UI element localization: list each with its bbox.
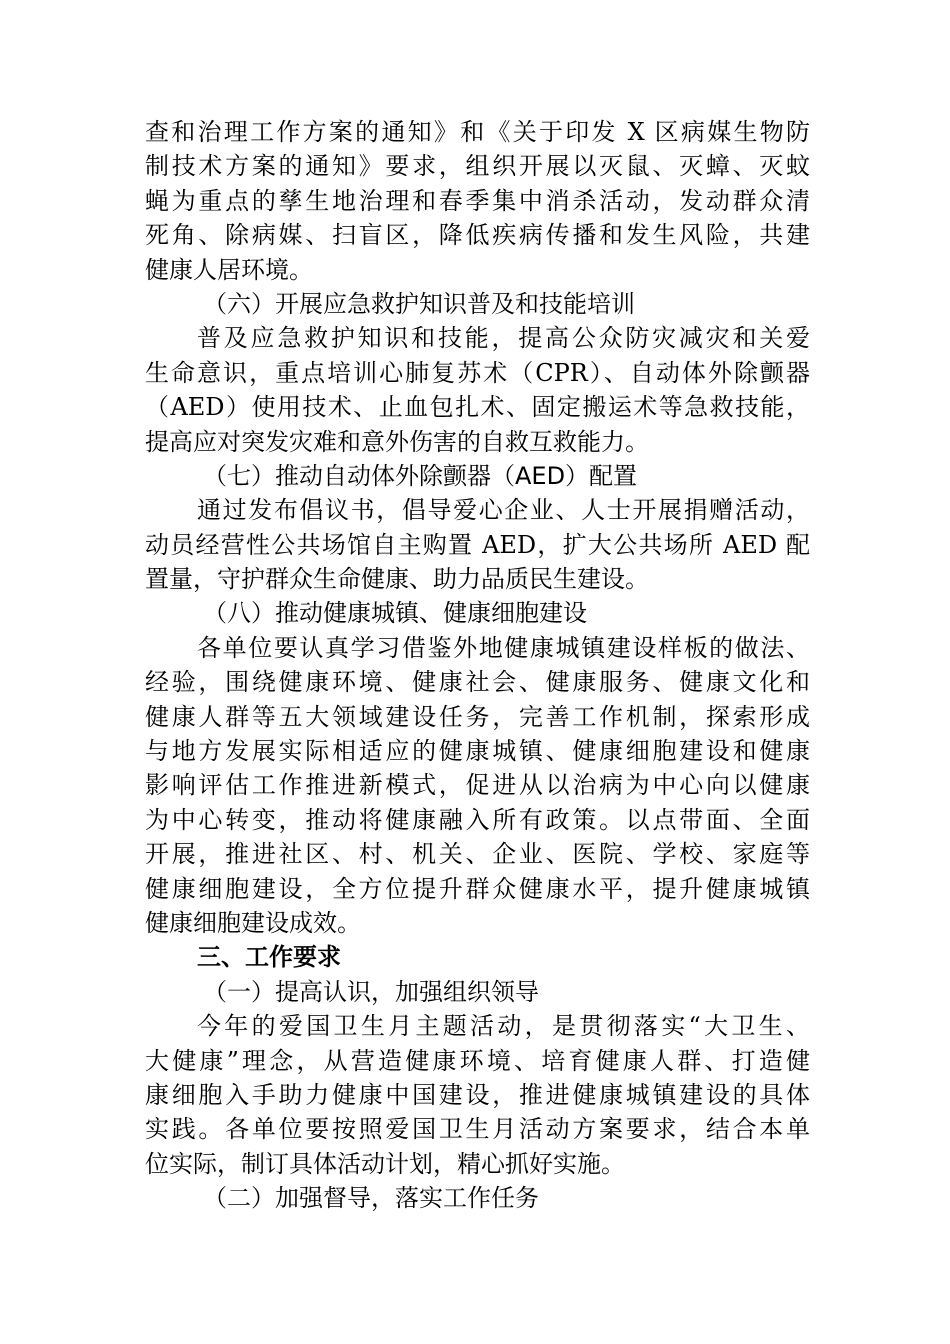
document-body	[145, 115, 810, 1216]
paragraph-line: 提高应对突发灾难和意外伤害的自救互救能力。	[145, 427, 649, 456]
paragraph-line: 死角、除病媒、扫盲区，降低疾病传播和发生风险，共建	[145, 221, 810, 250]
paragraph-line: 健康人群等五大领域建设任务，完善工作机制，探索形成	[145, 702, 810, 731]
paragraph-line: 普及应急救护知识和技能，提高公众防灾减灾和关爱	[197, 324, 810, 353]
paragraph-line: 查和治理工作方案的通知》和《关于印发 X 区病媒生物防	[145, 118, 810, 146]
paragraph-line: 经验，围绕健康环境、健康社会、健康服务、健康文化和	[145, 668, 810, 697]
paragraph-line: 置量，守护群众生命健康、助力品质民生建设。	[145, 565, 649, 594]
paragraph-line: 制技术方案的通知》要求，组织开展以灭鼠、灭蟑、灭蚊	[145, 152, 810, 181]
paragraph-line: 大健康”理念，从营造健康环境、培育健康人群、打造健	[145, 1046, 810, 1075]
paragraph-line: 健康人居环境。	[145, 255, 313, 284]
paragraph-line: 康细胞入手助力健康中国建设，推进健康城镇建设的具体	[145, 1080, 810, 1109]
section-heading-1: （一）提高认识，加强组织领导	[203, 977, 539, 1006]
paragraph-line: 实践。各单位要按照爱国卫生月活动方案要求，结合本单	[145, 1115, 810, 1144]
section-heading-7: （七）推动自动体外除颤器（AED）配置	[203, 461, 638, 490]
paragraph-line: 与地方发展实际相适应的健康城镇、健康细胞建设和健康	[145, 737, 810, 766]
paragraph-line: 健康细胞建设成效。	[145, 908, 361, 937]
paragraph-line: 位实际，制订具体活动计划，精心抓好实施。	[145, 1149, 625, 1178]
paragraph-line: 影响评估工作推进新模式，促进从以治病为中心向以健康	[145, 771, 810, 800]
paragraph-line: 为中心转变，推动将健康融入所有政策。以点带面、全面	[145, 805, 810, 834]
paragraph-line: 蝇为重点的孳生地治理和春季集中消杀活动，发动群众清	[145, 186, 810, 215]
section-heading-2: （二）加强督导，落实工作任务	[203, 1184, 539, 1213]
section-heading-8: （八）推动健康城镇、健康细胞建设	[203, 599, 587, 628]
paragraph-line: 健康细胞建设，全方位提升群众健康水平，提升健康城镇	[145, 874, 810, 903]
paragraph-line: 生命意识，重点培训心肺复苏术（CPR）、自动体外除颤器	[145, 358, 810, 387]
chapter-heading-3: 三、工作要求	[197, 943, 341, 972]
section-heading-6: （六）开展应急救护知识普及和技能培训	[203, 289, 635, 318]
paragraph-line: 开展，推进社区、村、机关、企业、医院、学校、家庭等	[145, 840, 810, 869]
paragraph-line: 通过发布倡议书，倡导爱心企业、人士开展捐赠活动，	[197, 496, 810, 525]
paragraph-line: 今年的爱国卫生月主题活动，是贯彻落实“大卫生、	[197, 1012, 810, 1041]
paragraph-line: 动员经营性公共场馆自主购置 AED，扩大公共场所 AED 配	[145, 530, 810, 559]
paragraph-line: （AED）使用技术、止血包扎术、固定搬运术等急救技能，	[145, 393, 810, 422]
paragraph-line: 各单位要认真学习借鉴外地健康城镇建设样板的做法、	[197, 633, 810, 662]
